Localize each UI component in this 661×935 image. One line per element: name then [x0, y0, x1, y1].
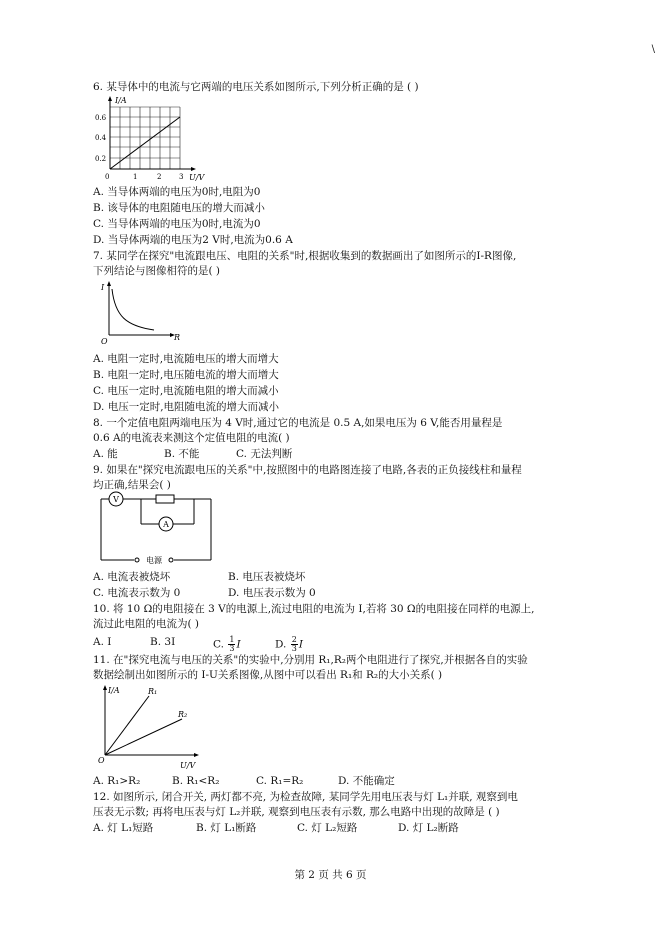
q10-option-a: A. I	[93, 636, 112, 648]
q7-option-d: D. 电压一定时,电阻随电流的增大而减小	[93, 401, 280, 413]
q7-option-b: B. 电阻一定时,电压随电流的增大而增大	[93, 369, 279, 381]
q12-option-d: D. 灯 L₂断路	[398, 822, 459, 834]
svg-text:A: A	[163, 520, 169, 529]
q12-stem-line2: 压表无示数; 再将电压表与灯 L₂并联, 观察到电压表有示数, 那么电路中出现的故障是 ( )	[93, 806, 500, 818]
q6-xtick: 1	[133, 173, 138, 181]
q9-option-a: A. 电流表被烧坏	[93, 571, 171, 583]
corner-mark: \	[651, 44, 655, 55]
q8-option-a: A. 能	[93, 448, 118, 460]
q6-option-d: D. 当导体两端的电压为2 V时,电流为0.6 A	[93, 234, 293, 246]
q9-option-c: C. 电流表示数为 0	[93, 587, 181, 599]
q6-option-b: B. 该导体的电阻随电压的增大而减小	[93, 202, 265, 214]
q11-label-r1: R₁	[148, 687, 158, 696]
svg-text:V: V	[113, 495, 119, 504]
q7-xlabel: R	[174, 333, 181, 342]
q11-label-r2: R₂	[178, 710, 188, 719]
q11-option-b: B. R₁<R₂	[172, 775, 220, 787]
q12-stem-line1: 12. 如图所示, 闭合开关, 两灯都不亮, 为检查故障, 某同学先用电压表与灯 L₁并联, 观察到电	[93, 791, 518, 803]
q11-ylabel: I/A	[108, 686, 120, 695]
q6-option-a: A. 当导体两端的电压为0时,电阻为0	[93, 186, 261, 198]
q10-option-b: B. 3I	[150, 636, 176, 648]
q6-xtick: 0	[105, 173, 110, 181]
q12-option-a: A. 灯 L₁短路	[93, 822, 154, 834]
q9-resistor	[156, 495, 174, 503]
q9-option-b: B. 电压表被烧坏	[228, 571, 306, 583]
q11-line-r2	[105, 719, 182, 755]
q11-line-r1	[105, 696, 149, 755]
q7-option-c: C. 电压一定时,电流随电阻的增大而减小	[93, 385, 279, 397]
q6-ylabel: I/A	[115, 96, 127, 105]
q6-data-line	[110, 117, 180, 169]
q12-option-b: B. 灯 L₁断路	[196, 822, 257, 834]
q8-stem-line2: 0.6 A的电流表来测这个定值电阻的电流( )	[93, 432, 290, 444]
q6-stem: 6. 某导体中的电流与它两端的电压关系如图所示,下列分析正确的是 ( )	[93, 81, 419, 93]
q11-iu-graph	[96, 683, 206, 771]
q8-stem-line1: 8. 一个定值电阻两端电压为 4 V时,通过它的电流是 0.5 A,如果电压为 6 V,能否用量程是	[93, 417, 503, 429]
q10-option-d: D. $\frac{2}{3}$ I	[275, 635, 303, 653]
q11-option-a: A. R₁>R₂	[93, 775, 141, 787]
q7-origin: O	[101, 337, 108, 346]
q11-xlabel: U/V	[180, 761, 196, 770]
q6-ytick: 0.2	[95, 155, 107, 163]
q6-iu-graph	[93, 95, 213, 185]
q11-stem-line2: 数据绘制出如图所示的 I-U关系图像,从图中可以看出 R₁和 R₂的大小关系( )	[93, 669, 443, 681]
q9-option-d: D. 电压表示数为 0	[228, 587, 316, 599]
q7-ylabel: I	[101, 283, 105, 292]
q7-curve	[112, 289, 154, 330]
q11-option-d: D. 不能确定	[338, 775, 395, 787]
q9-stem-line1: 9. 如果在"探究电流跟电压的关系"中,按照图中的电路图连接了电路,各表的正负接线柱和量程	[93, 464, 522, 476]
q11-stem-line1: 11. 在"探究电流与电压的关系"的实验中,分别用 R₁,R₂两个电阻进行了探究,并根据各自的实验	[93, 654, 528, 666]
q7-stem-line2: 下列结论与图像相符的是( )	[93, 265, 221, 277]
q6-xtick: 3	[179, 173, 184, 181]
q6-option-c: C. 当导体两端的电压为0时,电流为0	[93, 218, 261, 230]
q11-origin: O	[98, 756, 105, 765]
q6-ytick: 0.4	[95, 134, 107, 142]
q10-option-c: C. $\frac{1}{3}$ I	[213, 635, 241, 653]
q7-stem-line1: 7. 某同学在探究"电流跟电压、电阻的关系"时,根据收集到的数据画出了如图所示的I-R图像,	[93, 250, 517, 262]
q7-ir-graph	[98, 280, 188, 346]
q6-xlabel: U/V	[189, 173, 205, 182]
q6-ytick: 0.6	[95, 114, 107, 122]
q11-option-c: C. R₁=R₂	[256, 775, 304, 787]
q9-stem-line2: 均正确,结果会( )	[93, 479, 171, 491]
q9-power-source-label: 电源	[146, 556, 162, 565]
q9-circuit-diagram	[96, 489, 220, 569]
q8-option-b: B. 不能	[164, 448, 200, 460]
q10-stem-line2: 流过此电阻的电流为( )	[93, 618, 200, 630]
q10-stem-line1: 10. 将 10 Ω的电阻接在 3 V的电源上,流过电阻的电流为 I,若将 30 Ω的电阻接在同样的电源上,	[93, 603, 535, 615]
q12-option-c: C. 灯 L₂短路	[297, 822, 358, 834]
q6-xtick: 2	[157, 173, 162, 181]
page-footer: 第 2 页 共 6 页	[294, 869, 367, 881]
q8-option-c: C. 无法判断	[236, 448, 293, 460]
q7-option-a: A. 电阻一定时,电流随电压的增大而增大	[93, 353, 279, 365]
